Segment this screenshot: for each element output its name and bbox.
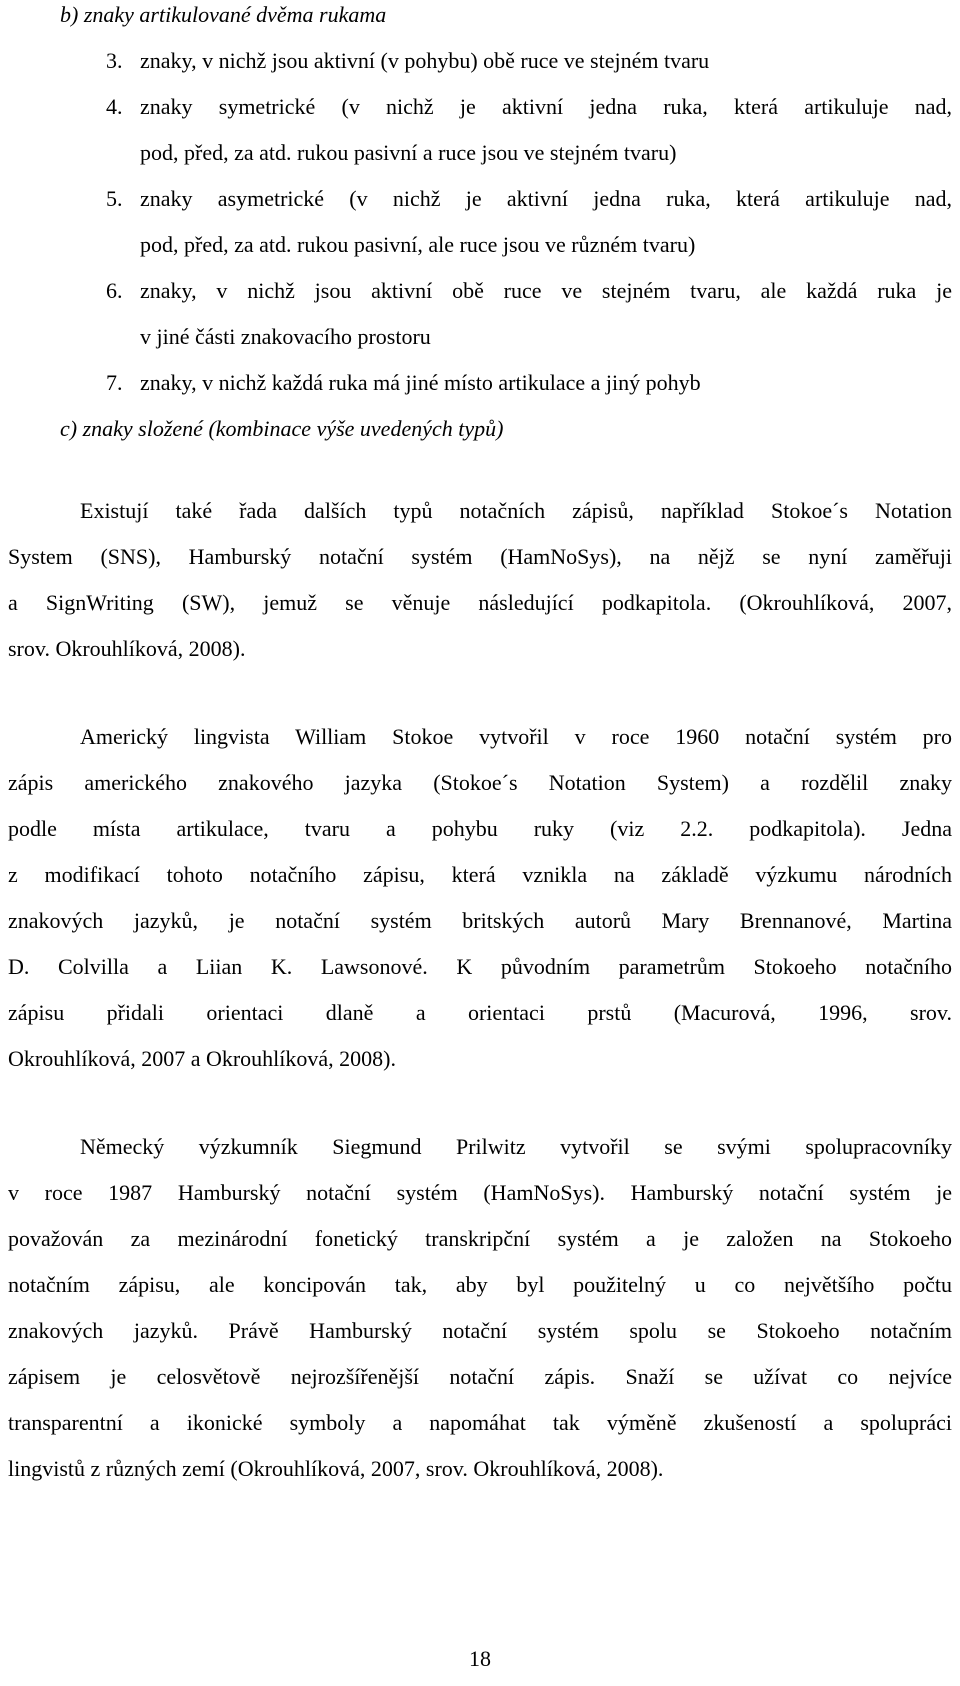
list-item-text: v jiné části znakovacího prostoru	[140, 324, 431, 349]
paragraph-2-line: znakových jazyků, je notační systém britských autorů Mary Brennanové, Martina	[8, 908, 952, 933]
paragraph-2-line-1: Americký lingvista William Stokoe vytvořil v roce 1960 notační systém pro	[80, 724, 952, 749]
paragraph-2-line: zápisu přidali orientaci dlaně a orientaci prstů (Macurová, 1996, srov.	[8, 1000, 952, 1025]
paragraph-3-line: v roce 1987 Hamburský notační systém (HamNoSys). Hamburský notační systém je	[8, 1180, 952, 1205]
list-item-number: 7.	[106, 370, 123, 395]
paragraph-3-line-1: Německý výzkumník Siegmund Prilwitz vytvořil se svými spolupracovníky	[80, 1134, 952, 1159]
paragraph-3-line: považován za mezinárodní fonetický transkripční systém a je založen na Stokoeho	[8, 1226, 952, 1251]
list-item-number: 3.	[106, 48, 123, 73]
list-item-text: znaky, v nichž každá ruka má jiné místo artikulace a jiný pohyb	[140, 370, 701, 395]
paragraph-3-line: notačním zápisu, ale koncipován tak, aby byl použitelný u co největšího počtu	[8, 1272, 952, 1297]
paragraph-1-line: a SignWriting (SW), jemuž se věnuje následující podkapitola. (Okrouhlíková, 2007,	[8, 590, 952, 615]
paragraph-2-line: Okrouhlíková, 2007 a Okrouhlíková, 2008).	[8, 1046, 396, 1071]
paragraph-2-line: D. Colvilla a Liian K. Lawsonové. K původním parametrům Stokoeho notačního	[8, 954, 952, 979]
list-item-text: znaky, v nichž jsou aktivní (v pohybu) obě ruce ve stejném tvaru	[140, 48, 710, 73]
paragraph-1-line: srov. Okrouhlíková, 2008).	[8, 636, 246, 661]
paragraph-3-line: transparentní a ikonické symboly a napomáhat tak výměně zkušeností a spolupráci	[8, 1410, 952, 1435]
paragraph-3-line: znakových jazyků. Právě Hamburský notační systém spolu se Stokoeho notačním	[8, 1318, 952, 1343]
paragraph-3-line: zápisem je celosvětově nejrozšířenější notační zápis. Snaží se užívat co nejvíce	[8, 1364, 952, 1389]
paragraph-1-line-1: Existují také řada dalších typů notačních zápisů, například Stokoe´s Notation	[80, 498, 952, 523]
list-item-text: pod, před, za atd. rukou pasivní, ale ruce jsou ve různém tvaru)	[140, 232, 696, 257]
paragraph-1-line: System (SNS), Hamburský notační systém (HamNoSys), na nějž se nyní zaměřuji	[8, 544, 952, 569]
paragraph-3-line: lingvistů z různých zemí (Okrouhlíková, 2007, srov. Okrouhlíková, 2008).	[8, 1456, 664, 1481]
list-item-text: znaky, v nichž jsou aktivní obě ruce ve stejném tvaru, ale každá ruka je	[140, 278, 952, 303]
paragraph-2-line: podle místa artikulace, tvaru a pohybu ruky (viz 2.2. podkapitola). Jedna	[8, 816, 952, 841]
paragraph-2-line: zápis amerického znakového jazyka (Stokoe´s Notation System) a rozdělil znaky	[8, 770, 952, 795]
list-item-text: znaky symetrické (v nichž je aktivní jedna ruka, která artikuluje nad,	[140, 94, 952, 119]
list-item-number: 5.	[106, 186, 123, 211]
page-number: 18	[469, 1646, 491, 1671]
list-heading-b: b) znaky artikulované dvěma rukama	[60, 2, 387, 27]
paragraph-2-line: z modifikací tohoto notačního zápisu, která vznikla na základě výzkumu národních	[8, 862, 952, 887]
list-heading-c: c) znaky složené (kombinace výše uvedených typů)	[60, 416, 504, 441]
list-item-number: 6.	[106, 278, 123, 303]
list-item-number: 4.	[106, 94, 123, 119]
list-item-text: znaky asymetrické (v nichž je aktivní jedna ruka, která artikuluje nad,	[140, 186, 952, 211]
list-item-text: pod, před, za atd. rukou pasivní a ruce jsou ve stejném tvaru)	[140, 140, 677, 165]
